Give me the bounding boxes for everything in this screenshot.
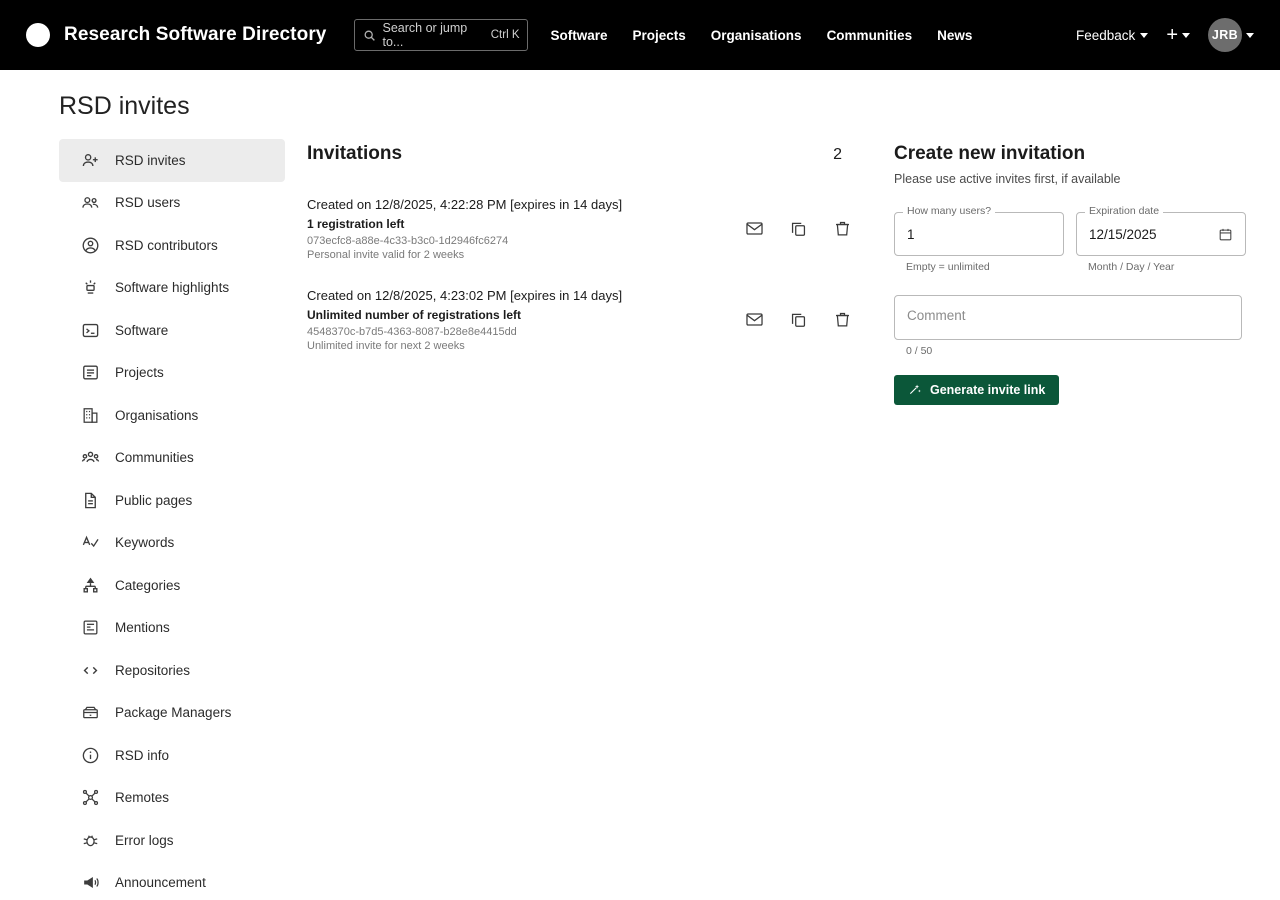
sidebar-item-label: RSD invites: [115, 152, 186, 168]
account-circle-icon: [79, 234, 101, 256]
how-many-users-value: 1: [907, 226, 915, 242]
sidebar-item-software-highlights[interactable]: [59, 267, 285, 310]
chevron-down-icon: [1182, 33, 1190, 38]
invitation-actions: [745, 310, 852, 329]
invitation-row: [307, 197, 852, 261]
sidebar-item-label: Mentions: [115, 620, 170, 636]
delete-icon[interactable]: [833, 310, 852, 329]
invitation-details: [307, 288, 745, 352]
sidebar-item-label: Categories: [115, 577, 181, 593]
invitation-note: Unlimited invite for next 2 weeks: [307, 340, 465, 352]
sidebar-item-remotes[interactable]: [59, 777, 285, 820]
sidebar-item-package-managers[interactable]: [59, 692, 285, 735]
spellcheck-icon: [79, 532, 101, 554]
invitation-registrations-left: 1 registration left: [307, 217, 405, 231]
info-icon: [79, 744, 101, 766]
sidebar-item-label: Software: [115, 322, 169, 338]
create-invitation-fields: [894, 205, 1246, 273]
invitation-registrations-left: Unlimited number of registrations left: [307, 308, 522, 322]
sidebar-item-label: RSD contributors: [115, 237, 218, 253]
document-icon: [79, 489, 101, 511]
top-right-controls: [1076, 18, 1254, 52]
expiration-date-field: [1076, 205, 1246, 273]
search-shortcut-hint: Ctrl K: [490, 29, 520, 41]
page-title: RSD invites: [59, 92, 190, 120]
sidebar-item-mentions[interactable]: [59, 607, 285, 650]
sidebar-item-label: Communities: [115, 450, 194, 466]
invitations-title: Invitations: [307, 143, 403, 164]
sidebar-item-label: Projects: [115, 365, 164, 381]
expiration-date-input[interactable]: [1076, 212, 1246, 256]
package-icon: [79, 702, 101, 724]
feedback-menu-button[interactable]: [1076, 28, 1148, 43]
sidebar-item-announcement[interactable]: [59, 862, 285, 900]
main-nav: [550, 28, 972, 43]
nav-item-communities[interactable]: Communities: [826, 27, 913, 43]
sidebar-item-keywords[interactable]: [59, 522, 285, 565]
invitation-id: 073ecfc8-a88e-4c33-b3c0-1d2946fc6274: [307, 235, 509, 247]
code-brackets-icon: [79, 659, 101, 681]
invitation-id: 4548370c-b7d5-4363-8087-b28e8e4415dd: [307, 326, 517, 338]
list-alt-icon: [79, 362, 101, 384]
invitation-actions: [745, 219, 852, 238]
sidebar-item-label: RSD info: [115, 747, 170, 763]
page-layout: [0, 121, 1280, 900]
bug-icon: [79, 829, 101, 851]
create-invitation-subtitle: Please use active invites first, if available: [894, 172, 1121, 186]
sidebar-item-label: Keywords: [115, 535, 175, 551]
article-icon: [79, 617, 101, 639]
comment-character-count: 0 / 50: [906, 345, 933, 357]
sidebar-item-label: RSD users: [115, 195, 181, 211]
sidebar-item-label: Error logs: [115, 832, 174, 848]
mail-icon[interactable]: [745, 310, 764, 329]
sidebar-item-projects[interactable]: [59, 352, 285, 395]
chevron-down-icon: [1246, 33, 1254, 38]
invitation-created: Created on 12/8/2025, 4:23:02 PM [expires in 14 days]: [307, 288, 623, 303]
building-icon: [79, 404, 101, 426]
campaign-icon: [79, 872, 101, 894]
nav-item-organisations[interactable]: Organisations: [710, 27, 802, 43]
nav-item-projects[interactable]: Projects: [632, 27, 686, 43]
create-invitation-title: Create new invitation: [894, 143, 1086, 164]
sidebar-item-categories[interactable]: [59, 564, 285, 607]
hub-icon: [79, 787, 101, 809]
invitation-row: [307, 288, 852, 352]
avatar: JRB: [1208, 18, 1242, 52]
copy-icon[interactable]: [789, 310, 808, 329]
search-icon: [363, 29, 376, 42]
plus-icon: +: [1166, 23, 1178, 46]
expiration-date-help: Month / Day / Year: [1088, 261, 1175, 273]
sidebar-item-label: Organisations: [115, 407, 199, 423]
nav-item-news[interactable]: News: [937, 27, 973, 43]
brand-title: Research Software Directory: [64, 24, 327, 45]
generate-invite-link-label: Generate invite link: [930, 383, 1046, 397]
feedback-label: Feedback: [1076, 27, 1136, 43]
invitations-count: 2: [833, 146, 842, 163]
group-icon: [79, 447, 101, 469]
invitation-details: [307, 197, 745, 261]
how-many-users-label: How many users?: [903, 205, 995, 217]
invitation-note: Personal invite valid for 2 weeks: [307, 249, 465, 261]
top-navigation-bar: [0, 0, 1280, 70]
invitation-created: Created on 12/8/2025, 4:22:28 PM [expires in 14 days]: [307, 197, 623, 212]
comment-placeholder: Comment: [907, 308, 966, 323]
sidebar-item-label: Software highlights: [115, 280, 230, 296]
sidebar-item-label: Remotes: [115, 790, 170, 806]
nav-item-software[interactable]: Software: [550, 27, 608, 43]
search-input[interactable]: [354, 19, 528, 51]
add-menu-button[interactable]: [1166, 24, 1190, 47]
brand-home-link[interactable]: [26, 23, 326, 47]
person-add-icon: [79, 149, 101, 171]
sidebar-item-rsd-invites[interactable]: [59, 139, 285, 182]
sidebar-item-software[interactable]: [59, 309, 285, 352]
create-invitation-panel: [894, 139, 1246, 405]
sidebar-item-communities[interactable]: [59, 437, 285, 480]
admin-sidebar: [59, 139, 285, 900]
invitations-panel: [307, 139, 852, 379]
sidebar-item-rsd-users[interactable]: [59, 182, 285, 225]
comment-input[interactable]: [894, 295, 1242, 340]
sidebar-item-label: Public pages: [115, 492, 193, 508]
highlight-icon: [79, 277, 101, 299]
invitations-header: [307, 143, 852, 165]
invitations-list: [307, 197, 852, 352]
sidebar-item-public-pages[interactable]: [59, 479, 285, 522]
category-tree-icon: [79, 574, 101, 596]
expiration-date-value: 12/15/2025: [1089, 226, 1157, 242]
sidebar-item-label: Announcement: [115, 875, 206, 891]
sidebar-item-repositories[interactable]: [59, 649, 285, 692]
sidebar-item-label: Package Managers: [115, 705, 232, 721]
mail-icon[interactable]: [745, 219, 764, 238]
delete-icon[interactable]: [833, 219, 852, 238]
circle-logo-icon: [26, 23, 50, 47]
sidebar-item-label: Repositories: [115, 662, 191, 678]
calendar-icon[interactable]: [1218, 227, 1233, 242]
people-icon: [79, 192, 101, 214]
expiration-date-label: Expiration date: [1085, 205, 1163, 217]
sidebar-item-organisations[interactable]: [59, 394, 285, 437]
user-menu-button[interactable]: [1208, 18, 1254, 52]
copy-icon[interactable]: [789, 219, 808, 238]
sidebar-item-rsd-info[interactable]: [59, 734, 285, 777]
search-placeholder: Search or jump to...: [382, 21, 468, 49]
chevron-down-icon: [1140, 33, 1148, 38]
how-many-users-field: [894, 205, 1064, 273]
generate-invite-link-button[interactable]: [894, 375, 1059, 405]
sidebar-item-error-logs[interactable]: [59, 819, 285, 862]
how-many-users-help: Empty = unlimited: [906, 261, 990, 273]
how-many-users-input[interactable]: [894, 212, 1064, 256]
terminal-icon: [79, 319, 101, 341]
magic-wand-icon: [908, 382, 922, 399]
sidebar-item-rsd-contributors[interactable]: [59, 224, 285, 267]
